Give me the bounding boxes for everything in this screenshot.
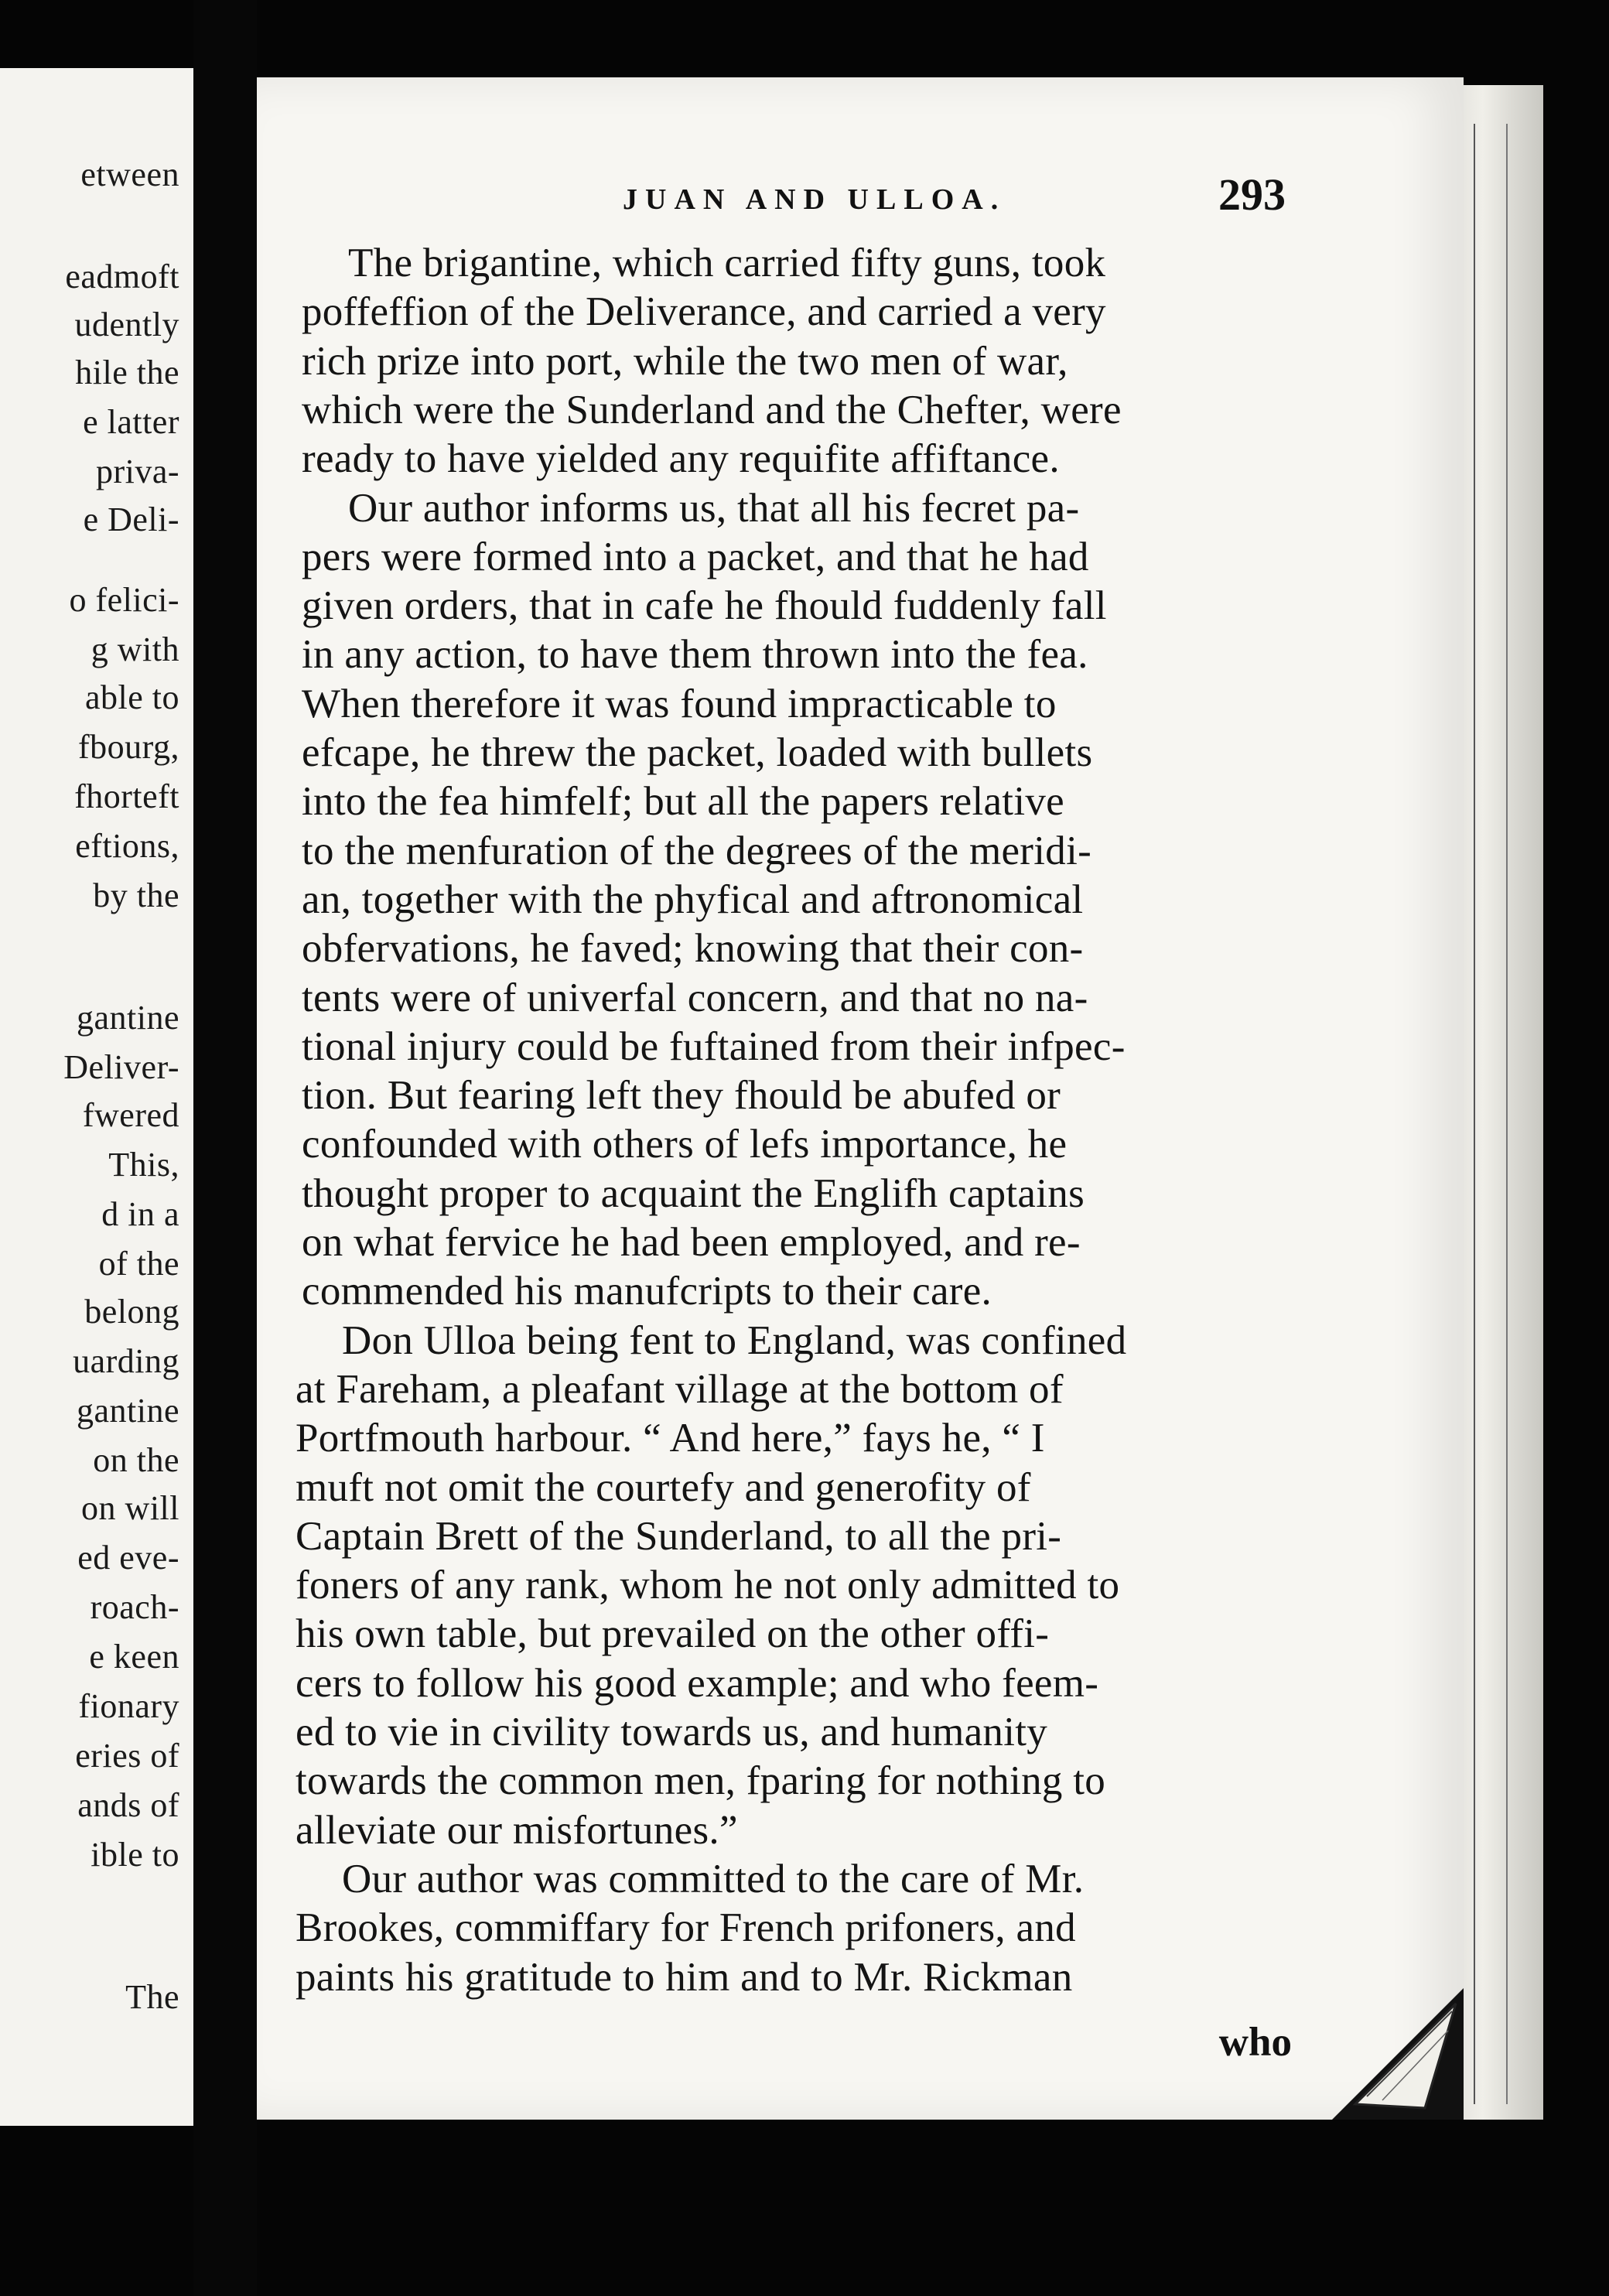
body-line: Don Ulloa being fent to England, was confined xyxy=(342,1317,1127,1363)
left-page-fragment: fionary xyxy=(78,1687,179,1725)
body-line: ed to vie in civility towards us, and humanity xyxy=(295,1710,1048,1754)
left-page-fragment: Deliver- xyxy=(63,1048,179,1086)
body-line: confounded with others of lefs importance, he xyxy=(302,1122,1068,1167)
left-page-fragment: roach- xyxy=(90,1588,179,1626)
body-line: towards the common men, fparing for nothing to xyxy=(295,1758,1106,1804)
page-edge-inner xyxy=(1474,124,1508,2104)
body-line: his own table, but prevailed on the other offi- xyxy=(295,1611,1050,1657)
left-page-fragment: uarding xyxy=(73,1342,179,1380)
left-page-fragment: e latter xyxy=(83,403,179,441)
body-line: muft not omit the courtefy and generofity of xyxy=(295,1464,1031,1510)
body-line: pers were formed into a packet, and that he had xyxy=(302,534,1089,579)
body-line: at Fareham, a pleafant village at the bottom of xyxy=(295,1366,1064,1412)
body-line: tents were of univerfal concern, and that no na- xyxy=(302,975,1088,1020)
left-page-fragment: This, xyxy=(108,1146,179,1184)
body-line: foners of any rank, whom he not only admitted to xyxy=(295,1563,1120,1608)
left-page-fragment: belong xyxy=(84,1293,179,1331)
left-page-fragment: able to xyxy=(84,678,179,716)
left-page-fragment: of the xyxy=(98,1245,179,1283)
body-line: Our author was committed to the care of Mr. xyxy=(342,1856,1085,1901)
body-line: Portfmouth harbour. “ And here,” fays he, “ I xyxy=(295,1416,1045,1461)
body-line: efcape, he threw the packet, loaded with bullets xyxy=(302,730,1093,775)
left-page-fragment: on the xyxy=(93,1441,179,1479)
left-page xyxy=(0,68,193,2126)
body-line: thought proper to acquaint the Englifh captains xyxy=(302,1170,1085,1216)
left-page-fragment: ed eve- xyxy=(77,1539,179,1577)
body-line: cers to follow his good example; and who feem- xyxy=(295,1660,1099,1706)
left-page-fragment: gantine xyxy=(76,1392,179,1430)
body-line: Our author informs us, that all his fecret pa- xyxy=(348,485,1080,531)
left-page-fragment: fwered xyxy=(82,1096,179,1134)
body-line: to the menfuration of the degrees of the meridi- xyxy=(302,828,1092,873)
body-line: given orders, that in cafe he fhould fuddenly fall xyxy=(302,583,1107,629)
body-line: When therefore it was found impracticable to xyxy=(302,681,1057,726)
left-page-fragment: eadmoft xyxy=(65,258,179,296)
body-line: which were the Sunderland and the Chefter, were xyxy=(302,387,1122,432)
body-line: tion. But fearing left they fhould be abufed or xyxy=(302,1073,1061,1119)
body-line: obfervations, he faved; knowing that their con- xyxy=(302,926,1084,972)
left-page-fragment: gantine xyxy=(76,999,179,1037)
page-number: 293 xyxy=(1218,169,1286,220)
left-page-fragment: fbourg, xyxy=(77,728,179,766)
body-line: tional injury could be fuftained from their infpec- xyxy=(302,1023,1126,1069)
left-page-fragment: fhorteft xyxy=(74,777,179,815)
body-line: on what fervice he had been employed, and re- xyxy=(302,1220,1081,1265)
gutter xyxy=(193,0,257,2296)
left-page-fragment: by the xyxy=(93,876,179,914)
running-head: JUAN AND ULLOA. xyxy=(623,183,1006,216)
left-page-fragment: hile the xyxy=(75,354,179,391)
body-line: Brookes, commiffary for French prifoners, and xyxy=(295,1905,1076,1951)
left-page-fragment: priva- xyxy=(95,453,179,490)
body-line: paints his gratitude to him and to Mr. Rickman xyxy=(295,1954,1073,2000)
left-page-fragment: eries of xyxy=(75,1737,179,1775)
page-header xyxy=(257,169,1464,231)
left-page-fragment: eftions, xyxy=(75,827,179,865)
body-line: an, together with the phyfical and aftronomical xyxy=(302,876,1084,922)
left-page-fragment: The xyxy=(125,1978,179,2016)
catchword: who xyxy=(1218,2020,1292,2065)
body-line: in any action, to have them thrown into the fea. xyxy=(302,632,1088,678)
left-page-fragment: g with xyxy=(91,630,179,668)
body-line: poffeffion of the Deliverance, and carried a very xyxy=(302,289,1106,335)
body-line: Captain Brett of the Sunderland, to all the pri- xyxy=(295,1513,1062,1559)
body-line: The brigantine, which carried fifty guns, took xyxy=(348,241,1106,285)
main-page xyxy=(257,77,1464,2120)
body-line: rich prize into port, while the two men of war, xyxy=(302,338,1068,384)
left-page-fragment: etween xyxy=(80,155,179,193)
body-line: alleviate our misfortunes.” xyxy=(295,1807,738,1853)
left-page-fragment: e keen xyxy=(89,1638,179,1676)
page-curl-corner xyxy=(1309,1988,1464,2120)
left-page-fragment: o felici- xyxy=(69,581,179,619)
left-page-fragment: udently xyxy=(74,306,179,343)
body-line: commended his manufcripts to their care. xyxy=(302,1269,992,1314)
left-page-fragment: e Deli- xyxy=(83,501,179,538)
body-line: ready to have yielded any requifite affiftance. xyxy=(302,436,1060,482)
left-page-fragment: ands of xyxy=(77,1786,179,1824)
left-page-fragment: ible to xyxy=(91,1836,179,1874)
left-page-fragment: on will xyxy=(81,1489,179,1527)
body-line: into the fea himfelf; but all the papers relative xyxy=(302,779,1064,825)
left-page-fragment: d in a xyxy=(101,1195,179,1233)
